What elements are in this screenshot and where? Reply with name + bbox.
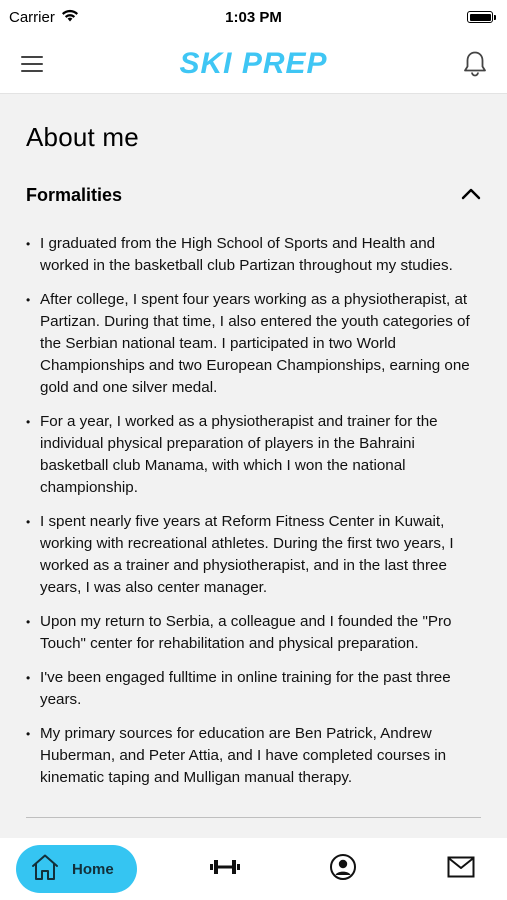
profile-icon: [329, 853, 357, 886]
status-left: [9, 9, 79, 26]
tab-profile[interactable]: [313, 845, 373, 893]
page-title: About me: [26, 122, 139, 152]
mail-icon: [447, 856, 475, 883]
bell-icon[interactable]: [461, 50, 489, 78]
list-item: • I spent nearly five years at Reform Fitness Center in Kuwait, working with recreational athletes. During the first two years, I worked as a trainer and physiotherapist, and in the last three years, I was also center manager.: [26, 511, 481, 599]
list-item: • Upon my return to Serbia, a colleague and I founded the "Pro Touch" center for rehabilitation and physical preparation.: [26, 611, 481, 655]
chevron-up-icon[interactable]: [461, 187, 481, 205]
section-title: Formalities: [26, 185, 123, 205]
main-content: [0, 95, 507, 838]
list-item: • For a year, I worked as a physiotherapist and trainer for the individual physical preparation of players in the Bahraini basketball club Manama, with which I won the national championship.: [26, 411, 481, 499]
tab-workouts[interactable]: [195, 845, 255, 893]
status-bar: [0, 0, 507, 34]
bottom-tab-bar: [0, 838, 507, 900]
list-item: • After college, I spent four years working as a physiotherapist, at Partizan. During that time, I also entered the youth categories of the Serbian national team. I participated in two World Championships and two European Championships, earning one gold and one silver medal.: [26, 289, 481, 399]
tab-home[interactable]: [16, 845, 137, 893]
tab-home-label: Home: [72, 860, 114, 878]
app-logo: SKI PREP: [179, 46, 328, 80]
status-time: 1:03 PM: [225, 8, 282, 26]
carrier-label: Carrier: [9, 8, 55, 26]
home-icon: [30, 853, 60, 886]
hamburger-menu-icon[interactable]: [18, 50, 46, 78]
wifi-icon: [61, 9, 79, 26]
battery-icon: [467, 11, 493, 23]
list-item: • My primary sources for education are Ben Patrick, Andrew Huberman, and Peter Attia, and I have completed courses in kinematic taping and Mulligan manual therapy.: [26, 723, 481, 789]
tab-messages[interactable]: [431, 845, 491, 893]
dumbbell-icon: [209, 858, 241, 881]
app-header: [0, 34, 507, 94]
section-divider: [26, 817, 481, 818]
list-item: • I graduated from the High School of Sports and Health and worked in the basketball club Partizan throughout my studies.: [26, 233, 481, 277]
section-header-formalities[interactable]: [26, 185, 481, 206]
list-item: • I've been engaged fulltime in online training for the past three years.: [26, 667, 481, 711]
formalities-list: [26, 233, 481, 789]
